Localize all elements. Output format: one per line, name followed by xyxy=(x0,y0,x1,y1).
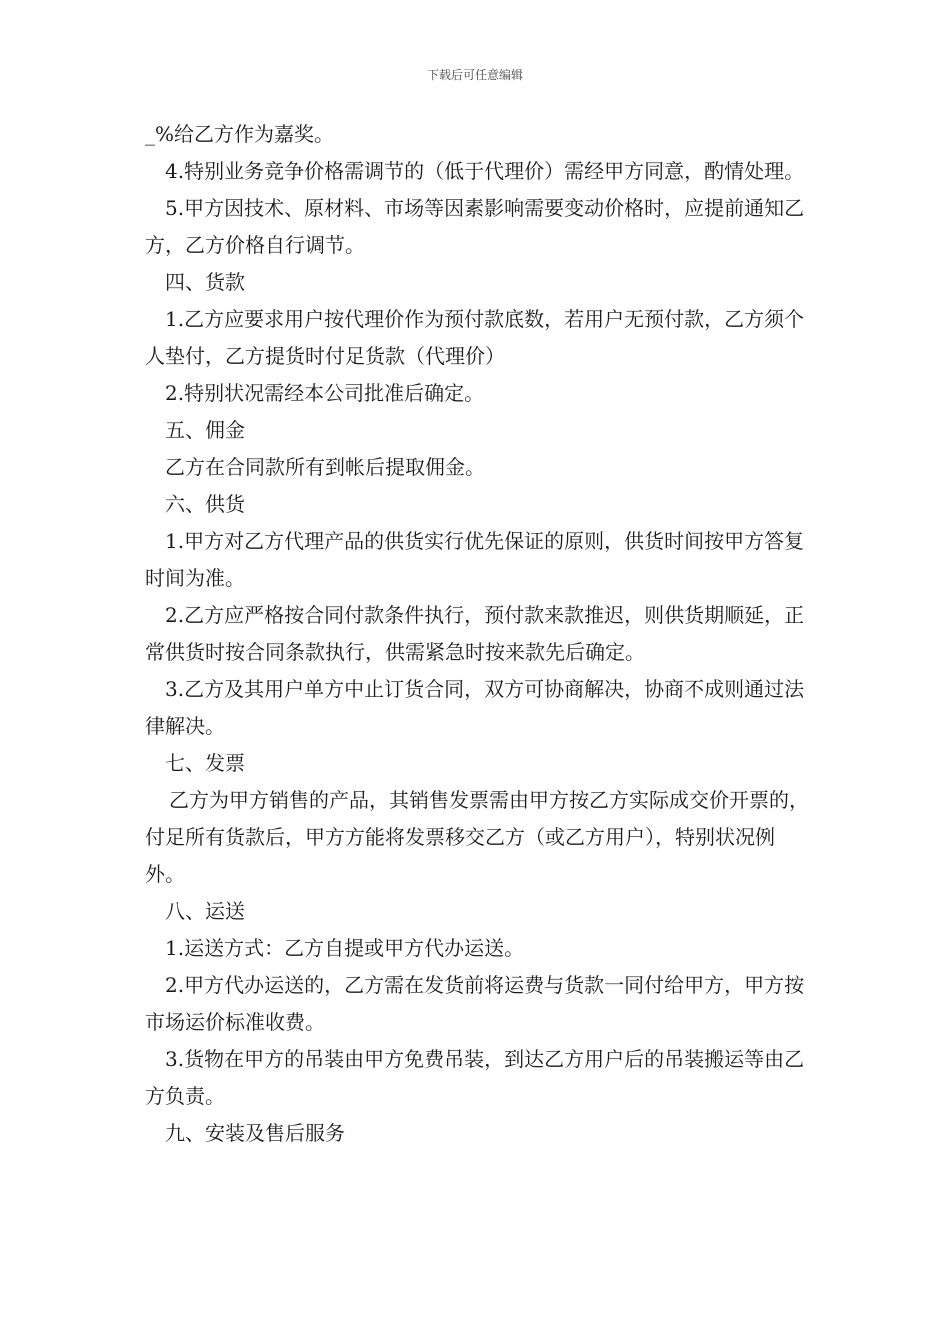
section-heading: 四、货款 xyxy=(165,270,245,294)
section-heading: 九、安装及售后服务 xyxy=(165,1121,345,1145)
page-header: 下载后可任意编辑 xyxy=(426,68,523,82)
section-heading: 八、运送 xyxy=(165,899,245,923)
paragraph: 3.乙方及其用户单方中止订货合同，双方可协商解决，协商不成则通过法律解决。 xyxy=(145,677,805,738)
paragraph: 2.乙方应严格按合同付款条件执行，预付款来款推迟，则供货期顺延，正常供货时按合同条款执行，供需紧急时按来款先后确定。 xyxy=(145,603,805,664)
paragraph: 5.甲方因技术、原材料、市场等因素影响需要变动价格时，应提前通知乙方，乙方价格自行调节。 xyxy=(145,196,805,257)
section-heading: 七、发票 xyxy=(165,751,245,775)
section-heading: 六、供货 xyxy=(165,492,245,516)
paragraph: 2.甲方代办运送的，乙方需在发货前将运费与货款一同付给甲方，甲方按市场运价标准收费。 xyxy=(145,973,805,1034)
paragraph: 乙方在合同款所有到帐后提取佣金。 xyxy=(165,455,485,479)
document-body xyxy=(145,116,810,1152)
paragraph: 4.特别业务竞争价格需调节的（低于代理价）需经甲方同意，酌情处理。 xyxy=(165,159,805,183)
paragraph: 乙方为甲方销售的产品，其销售发票需由甲方按乙方实际成交价开票的，付足所有货款后，甲方方能将发票移交乙方（或乙方用户），特别状况例外。 xyxy=(145,788,809,886)
paragraph: 1.甲方对乙方代理产品的供货实行优先保证的原则，供货时间按甲方答复时间为准。 xyxy=(145,529,805,590)
paragraph: 3.货物在甲方的吊装由甲方免费吊装，到达乙方用户后的吊装搬运等由乙方负责。 xyxy=(145,1047,805,1108)
paragraph: 1.乙方应要求用户按代理价作为预付款底数，若用户无预付款，乙方须个人垫付，乙方提货时付足货款（代理价） xyxy=(145,307,805,368)
paragraph: 2.特别状况需经本公司批准后确定。 xyxy=(165,381,485,405)
paragraph: 1.运送方式：乙方自提或甲方代办运送。 xyxy=(165,936,525,960)
section-heading: 五、佣金 xyxy=(165,418,245,442)
paragraph: _%给乙方作为嘉奖。 xyxy=(145,122,335,146)
